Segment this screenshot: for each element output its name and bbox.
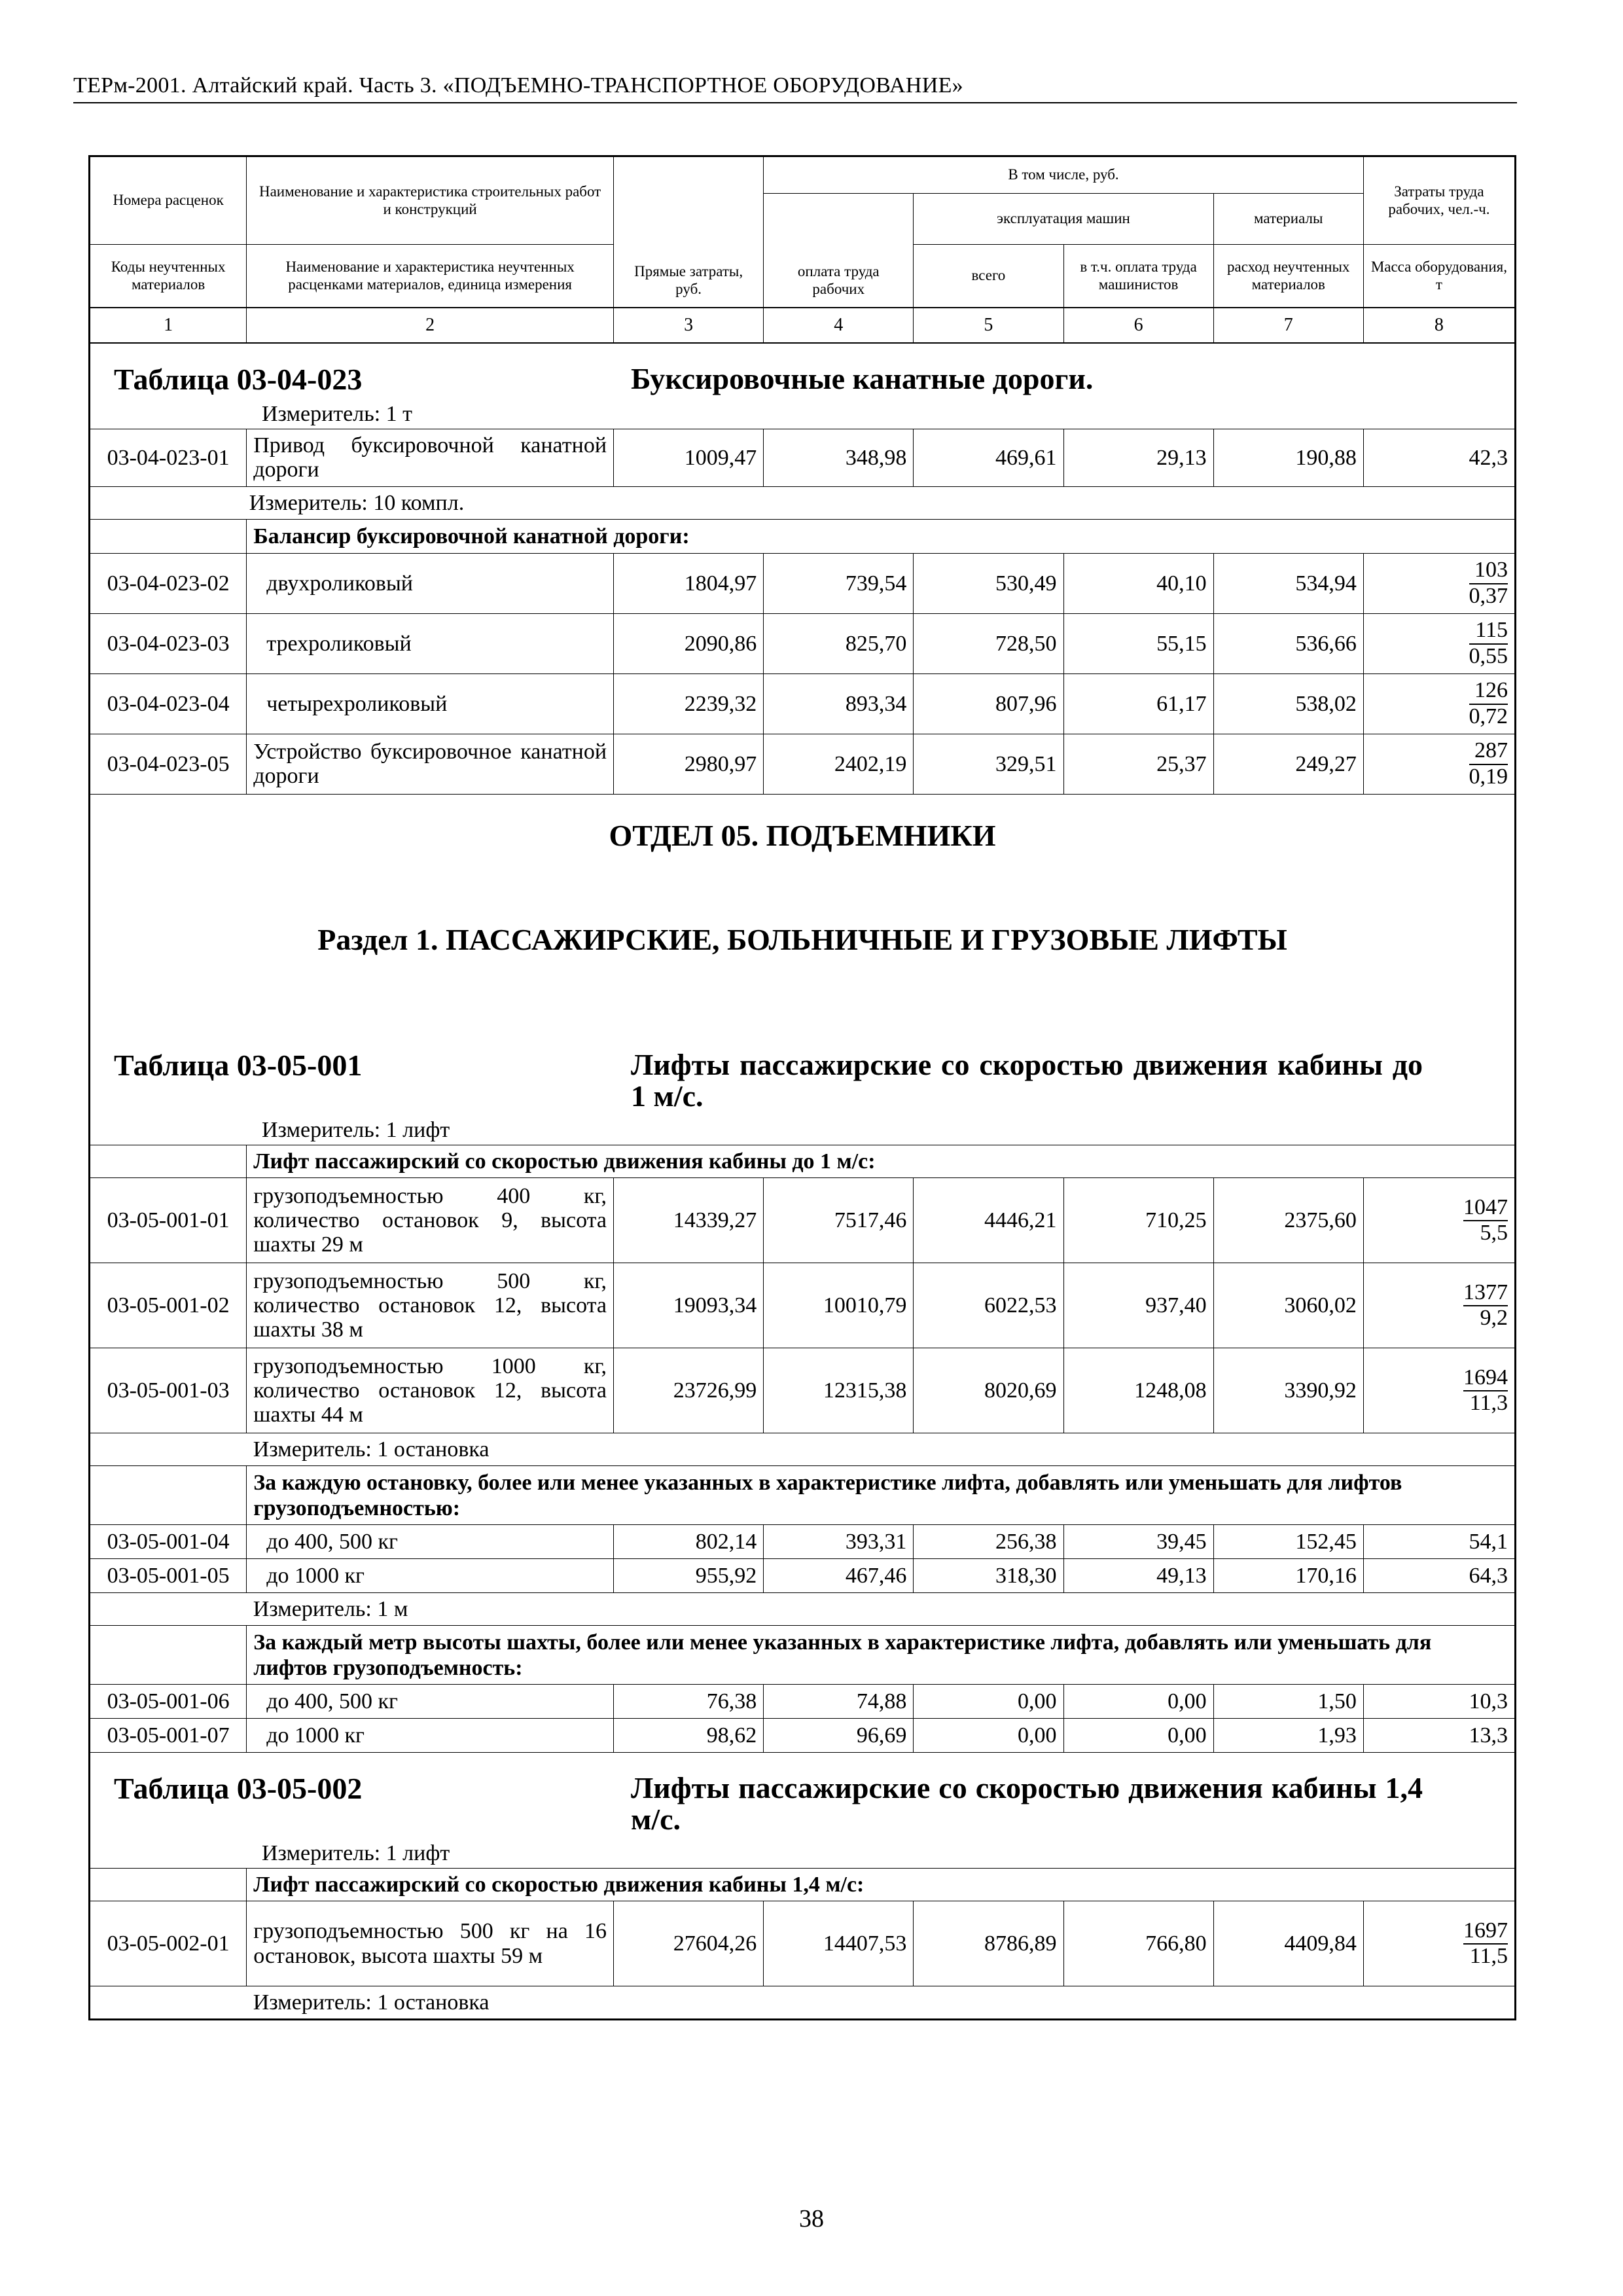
group-label: Лифт пассажирский со скоростью движения кабины до 1 м/с: bbox=[247, 1145, 1515, 1178]
meter-label: Измеритель: 1 м bbox=[247, 1593, 1515, 1626]
direct-cost: 2090,86 bbox=[614, 613, 764, 673]
header-mat-alt: расход неучтенных материалов bbox=[1213, 245, 1363, 308]
material-cost: 3060,02 bbox=[1213, 1263, 1363, 1348]
col-number: 4 bbox=[764, 308, 914, 343]
table-name: Лифты пассажирские со скоростью движения кабины до 1 м/с. bbox=[631, 1048, 1423, 1113]
table-row bbox=[90, 734, 1515, 794]
direct-cost: 1009,47 bbox=[614, 429, 764, 486]
material-cost: 190,88 bbox=[1213, 429, 1363, 486]
rate-name: грузоподъемностью 500 кг на 16 остановок, высота шахты 59 м bbox=[247, 1901, 614, 1986]
machinist-cost: 49,13 bbox=[1063, 1559, 1213, 1593]
direct-cost: 2239,32 bbox=[614, 673, 764, 734]
table-row bbox=[90, 1901, 1515, 1986]
machinist-cost: 39,45 bbox=[1063, 1525, 1213, 1559]
machine-cost: 0,00 bbox=[914, 1719, 1063, 1753]
page-number: 38 bbox=[799, 2205, 824, 2233]
machine-cost: 469,61 bbox=[914, 429, 1063, 486]
header-labor: оплата труда рабочих bbox=[764, 194, 914, 308]
rate-code: 03-05-001-07 bbox=[90, 1719, 247, 1753]
column-numbers bbox=[90, 308, 1515, 343]
machine-cost: 4446,21 bbox=[914, 1178, 1063, 1263]
labor-cost: 14407,53 bbox=[764, 1901, 914, 1986]
rate-code: 03-05-001-01 bbox=[90, 1178, 247, 1263]
group-label: За каждый метр высоты шахты, более или менее указанных в характеристике лифта, добавлять или уменьшать для лифтов грузоподъемность: bbox=[247, 1626, 1515, 1685]
table-row bbox=[90, 429, 1515, 486]
direct-cost: 27604,26 bbox=[614, 1901, 764, 1986]
labor-cost: 739,54 bbox=[764, 553, 914, 613]
group-label: Лифт пассажирский со скоростью движения кабины 1,4 м/с: bbox=[247, 1869, 1515, 1901]
section-title: Раздел 1. ПАССАЖИРСКИЕ, БОЛЬНИЧНЫЕ И ГРУЗОВЫЕ ЛИФТЫ bbox=[317, 922, 1287, 956]
hours-mass-fraction: $\frac{1694}{11,3}$ bbox=[1463, 1365, 1508, 1416]
table-row bbox=[90, 1263, 1515, 1348]
machine-cost: 8786,89 bbox=[914, 1901, 1063, 1986]
col-number: 6 bbox=[1063, 308, 1213, 343]
machinist-cost: 0,00 bbox=[1063, 1685, 1213, 1719]
rate-code: 03-05-001-04 bbox=[90, 1525, 247, 1559]
rate-name: грузоподъемностью 1000 кг, количество остановок 12, высота шахты 44 м bbox=[247, 1348, 614, 1433]
labor-cost: 348,98 bbox=[764, 429, 914, 486]
header-code-alt: Коды неучтенных материалов bbox=[90, 245, 247, 308]
department-title: ОТДЕЛ 05. ПОДЪЕМНИКИ bbox=[609, 818, 996, 852]
rate-name: Устройство буксировочное канатной дороги bbox=[247, 734, 614, 794]
rate-code: 03-05-001-05 bbox=[90, 1559, 247, 1593]
rate-name: грузоподъемностью 500 кг, количество остановок 12, высота шахты 38 м bbox=[247, 1263, 614, 1348]
machinist-cost: 25,37 bbox=[1063, 734, 1213, 794]
rate-name: до 1000 кг bbox=[247, 1719, 614, 1753]
material-cost: 2375,60 bbox=[1213, 1178, 1363, 1263]
machinist-cost: 40,10 bbox=[1063, 553, 1213, 613]
meter-label: Измеритель: 1 лифт bbox=[262, 1840, 450, 1865]
labor-hours: 42,3 bbox=[1363, 429, 1514, 486]
rate-name: четырехроликовый bbox=[247, 673, 614, 734]
material-cost: 1,50 bbox=[1213, 1685, 1363, 1719]
table-row bbox=[90, 1685, 1515, 1719]
header-name-alt: Наименование и характеристика неучтенных расценками материалов, единица измерения bbox=[247, 245, 614, 308]
labor-cost: 825,70 bbox=[764, 613, 914, 673]
material-cost: 538,02 bbox=[1213, 673, 1363, 734]
table-number: Таблица 03-05-002 bbox=[114, 1772, 363, 1806]
header-workers: Затраты труда рабочих, чел.-ч. bbox=[1363, 157, 1514, 245]
material-cost: 249,27 bbox=[1213, 734, 1363, 794]
group-label: Балансир буксировочной канатной дороги: bbox=[247, 519, 1515, 553]
direct-cost: 98,62 bbox=[614, 1719, 764, 1753]
machinist-cost: 29,13 bbox=[1063, 429, 1213, 486]
rate-code: 03-04-023-05 bbox=[90, 734, 247, 794]
material-cost: 536,66 bbox=[1213, 613, 1363, 673]
rate-code: 03-04-023-02 bbox=[90, 553, 247, 613]
header-direct: Прямые затраты, руб. bbox=[614, 157, 764, 308]
material-cost: 152,45 bbox=[1213, 1525, 1363, 1559]
machinist-cost: 937,40 bbox=[1063, 1263, 1213, 1348]
table-row bbox=[90, 553, 1515, 613]
header-materials: материалы bbox=[1213, 194, 1363, 245]
meter-label: Измеритель: 1 лифт bbox=[262, 1117, 450, 1142]
machine-cost: 6022,53 bbox=[914, 1263, 1063, 1348]
rate-code: 03-04-023-03 bbox=[90, 613, 247, 673]
table-name: Лифты пассажирские со скоростью движения кабины 1,4 м/с. bbox=[631, 1771, 1423, 1837]
machine-cost: 728,50 bbox=[914, 613, 1063, 673]
header-mach-wage: в т.ч. оплата труда машинистов bbox=[1063, 245, 1213, 308]
table-row bbox=[90, 613, 1515, 673]
table-title bbox=[97, 956, 1508, 1113]
material-cost: 170,16 bbox=[1213, 1559, 1363, 1593]
direct-cost: 76,38 bbox=[614, 1685, 764, 1719]
rate-code: 03-04-023-01 bbox=[90, 429, 247, 486]
material-cost: 3390,92 bbox=[1213, 1348, 1363, 1433]
labor-cost: 12315,38 bbox=[764, 1348, 914, 1433]
header-mach-total: всего bbox=[914, 245, 1063, 308]
hours-mass-fraction: $\frac{126}{0,72}$ bbox=[1469, 678, 1508, 729]
labor-cost: 96,69 bbox=[764, 1719, 914, 1753]
rate-code: 03-04-023-04 bbox=[90, 673, 247, 734]
rate-code: 03-05-002-01 bbox=[90, 1901, 247, 1986]
meter-label: Измеритель: 1 т bbox=[262, 401, 413, 426]
table-number: Таблица 03-04-023 bbox=[114, 363, 363, 396]
col-number: 3 bbox=[614, 308, 764, 343]
table-row bbox=[90, 1178, 1515, 1263]
labor-cost: 467,46 bbox=[764, 1559, 914, 1593]
direct-cost: 1804,97 bbox=[614, 553, 764, 613]
hours-mass-fraction: $\frac{115}{0,55}$ bbox=[1469, 618, 1508, 669]
direct-cost: 2980,97 bbox=[614, 734, 764, 794]
machine-cost: 807,96 bbox=[914, 673, 1063, 734]
rate-name: до 400, 500 кг bbox=[247, 1685, 614, 1719]
col-number: 5 bbox=[914, 308, 1063, 343]
machinist-cost: 710,25 bbox=[1063, 1178, 1213, 1263]
machinist-cost: 1248,08 bbox=[1063, 1348, 1213, 1433]
machine-cost: 0,00 bbox=[914, 1685, 1063, 1719]
machine-cost: 256,38 bbox=[914, 1525, 1063, 1559]
labor-hours: 10,3 bbox=[1363, 1685, 1514, 1719]
rates-body bbox=[90, 343, 1515, 2019]
machine-cost: 530,49 bbox=[914, 553, 1063, 613]
header-name: Наименование и характеристика строительных работ и конструкций bbox=[247, 157, 614, 245]
hours-mass-fraction: $\frac{1047}{5,5}$ bbox=[1463, 1194, 1508, 1246]
col-number: 7 bbox=[1213, 308, 1363, 343]
table-row bbox=[90, 1559, 1515, 1593]
col-number: 2 bbox=[247, 308, 614, 343]
table-number: Таблица 03-05-001 bbox=[114, 1049, 363, 1083]
direct-cost: 19093,34 bbox=[614, 1263, 764, 1348]
hours-mass-fraction: $\frac{103}{0,37}$ bbox=[1469, 558, 1508, 609]
rate-code: 03-05-001-02 bbox=[90, 1263, 247, 1348]
material-cost: 4409,84 bbox=[1213, 1901, 1363, 1986]
labor-cost: 7517,46 bbox=[764, 1178, 914, 1263]
meter-label: Измеритель: 1 остановка bbox=[247, 1433, 1515, 1466]
machinist-cost: 0,00 bbox=[1063, 1719, 1213, 1753]
meter-label: Измеритель: 1 остановка bbox=[247, 1986, 1515, 2019]
hours-mass-fraction: $\frac{1697}{11,5}$ bbox=[1463, 1918, 1508, 1969]
direct-cost: 23726,99 bbox=[614, 1348, 764, 1433]
hours-mass-fraction: $\frac{287}{0,19}$ bbox=[1469, 738, 1508, 789]
labor-hours: 64,3 bbox=[1363, 1559, 1514, 1593]
labor-cost: 10010,79 bbox=[764, 1263, 914, 1348]
machine-cost: 8020,69 bbox=[914, 1348, 1063, 1433]
labor-cost: 2402,19 bbox=[764, 734, 914, 794]
table-title bbox=[97, 1753, 1508, 1836]
table-row bbox=[90, 1525, 1515, 1559]
header-machines: эксплуатация машин bbox=[914, 194, 1213, 245]
rate-name: двухроликовый bbox=[247, 553, 614, 613]
machinist-cost: 61,17 bbox=[1063, 673, 1213, 734]
table-row bbox=[90, 1719, 1515, 1753]
material-cost: 534,94 bbox=[1213, 553, 1363, 613]
meter-label: Измеритель: 10 компл. bbox=[247, 486, 1515, 519]
column-header bbox=[90, 156, 1515, 308]
machinist-cost: 55,15 bbox=[1063, 613, 1213, 673]
rate-name: до 1000 кг bbox=[247, 1559, 614, 1593]
hours-mass-fraction: $\frac{1377}{9,2}$ bbox=[1463, 1280, 1508, 1331]
machine-cost: 318,30 bbox=[914, 1559, 1063, 1593]
header-code: Номера расценок bbox=[90, 157, 247, 245]
table-row bbox=[90, 673, 1515, 734]
rate-name: до 400, 500 кг bbox=[247, 1525, 614, 1559]
group-label: За каждую остановку, более или менее указанных в характеристике лифта, добавлять или уменьшать для лифтов грузоподъемностью: bbox=[247, 1466, 1515, 1525]
direct-cost: 14339,27 bbox=[614, 1178, 764, 1263]
table-title bbox=[97, 344, 1508, 397]
direct-cost: 802,14 bbox=[614, 1525, 764, 1559]
material-cost: 1,93 bbox=[1213, 1719, 1363, 1753]
header-incl: В том числе, руб. bbox=[764, 157, 1364, 194]
labor-cost: 893,34 bbox=[764, 673, 914, 734]
table-row bbox=[90, 1348, 1515, 1433]
rate-name: Привод буксировочной канатной дороги bbox=[247, 429, 614, 486]
direct-cost: 955,92 bbox=[614, 1559, 764, 1593]
rate-name: трехроликовый bbox=[247, 613, 614, 673]
rate-name: грузоподъемностью 400 кг, количество остановок 9, высота шахты 29 м bbox=[247, 1178, 614, 1263]
page-header: ТЕРм-2001. Алтайский край. Часть 3. «ПОДЪЕМНО-ТРАНСПОРТНОЕ ОБОРУДОВАНИЕ» bbox=[73, 73, 1517, 103]
labor-hours: 13,3 bbox=[1363, 1719, 1514, 1753]
labor-cost: 74,88 bbox=[764, 1685, 914, 1719]
labor-hours: 54,1 bbox=[1363, 1525, 1514, 1559]
machine-cost: 329,51 bbox=[914, 734, 1063, 794]
rate-code: 03-05-001-03 bbox=[90, 1348, 247, 1433]
rates-sheet bbox=[88, 155, 1516, 2020]
labor-cost: 393,31 bbox=[764, 1525, 914, 1559]
machinist-cost: 766,80 bbox=[1063, 1901, 1213, 1986]
table-name: Буксировочные канатные дороги. bbox=[631, 362, 1094, 395]
col-number: 1 bbox=[90, 308, 247, 343]
rate-code: 03-05-001-06 bbox=[90, 1685, 247, 1719]
header-mass: Масса оборудования, т bbox=[1363, 245, 1514, 308]
col-number: 8 bbox=[1363, 308, 1514, 343]
